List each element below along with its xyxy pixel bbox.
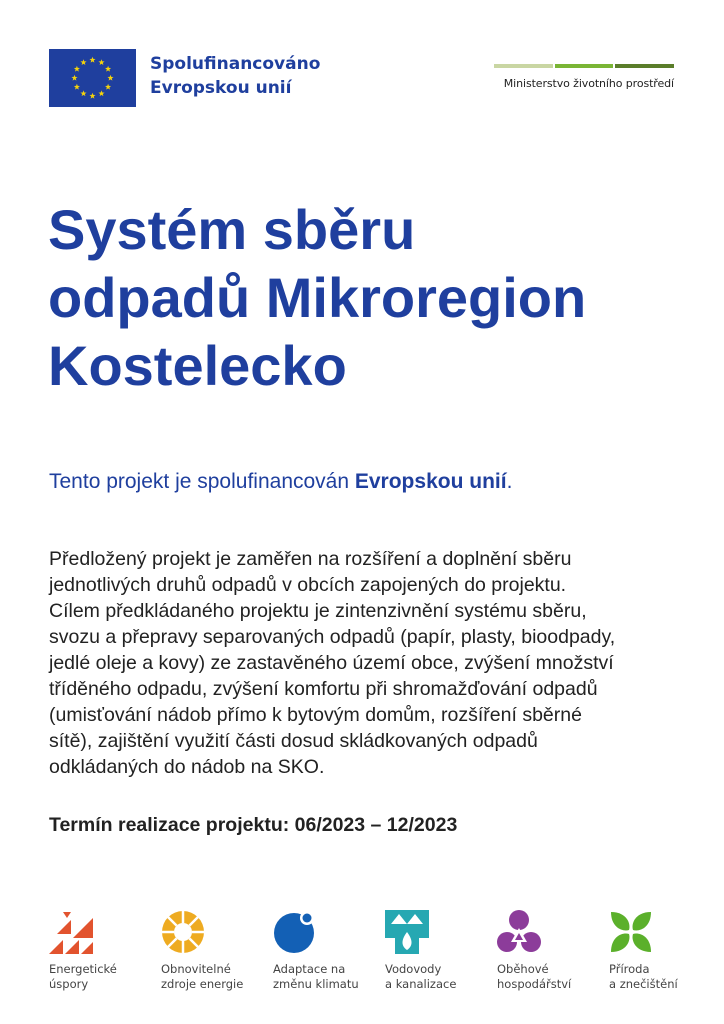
description-line: jedlé oleje a kovy) ze zastavěného území obce, zvýšení množství <box>49 652 614 674</box>
eu-star-icon <box>71 75 77 81</box>
icon-label <box>385 962 495 992</box>
energy-savings-icon <box>49 910 93 954</box>
eu-star-icon <box>105 66 111 72</box>
program-item-circular-economy <box>497 910 607 992</box>
eu-star-icon <box>74 66 80 72</box>
icon-label-line: Energetické <box>49 962 117 976</box>
icon-label <box>49 962 159 992</box>
program-item-nature-pollution <box>609 910 719 992</box>
description-line: (umisťování nádob přímo k bytovým domům, rozšíření sběrné <box>49 704 582 726</box>
icon-label <box>161 962 271 992</box>
icon-label-line: Adaptace na <box>273 962 346 976</box>
description-line: Předložený projekt je zaměřen na rozšíření a doplnění sběru <box>49 548 572 570</box>
program-item-renewable-energy <box>161 910 271 992</box>
cofinancing-statement <box>49 470 512 494</box>
ministry-name: Ministerstvo životního prostředí <box>503 77 674 90</box>
icon-label-line: a kanalizace <box>385 977 457 991</box>
ministry-color-bars <box>494 64 674 69</box>
cofinancing-eu: Evropskou unií <box>354 470 507 493</box>
title-line: Kostelecko <box>48 334 347 397</box>
icon-label-line: Příroda <box>609 962 650 976</box>
description-line: odkládaných do nádob na SKO. <box>49 756 325 778</box>
project-term: Termín realizace projektu: 06/2023 – 12/2023 <box>49 814 458 836</box>
program-item-climate-adaptation <box>273 910 383 992</box>
eu-star-icon <box>107 75 113 81</box>
icon-label <box>273 962 383 992</box>
description-line: tříděného odpadu, zvýšení komfortu při shromažďování odpadů <box>49 678 598 700</box>
icon-label-line: Oběhové <box>497 962 549 976</box>
eu-flag-icon <box>49 49 136 107</box>
eu-star-icon <box>80 59 86 65</box>
program-item-water-sewage <box>385 910 495 992</box>
project-description <box>49 546 689 780</box>
icon-label-line: Obnovitelné <box>161 962 231 976</box>
eu-star-icon <box>98 90 104 96</box>
icon-label-line: zdroje energie <box>161 977 244 991</box>
cofinancing-prefix: Tento projekt je spolufinancován <box>49 470 355 493</box>
eu-logo-line1: Spolufinancováno <box>150 54 321 74</box>
icon-label <box>609 962 719 992</box>
ministry-bar <box>555 64 614 68</box>
eu-star-icon <box>89 93 95 99</box>
circular-economy-icon <box>497 910 541 954</box>
description-line: jednotlivých druhů odpadů v obcích zapojených do projektu. <box>49 574 567 596</box>
description-line: Cílem předkládaného projektu je zintenzivnění systému sběru, <box>49 600 587 622</box>
eu-star-icon <box>74 84 80 90</box>
eu-star-icon <box>80 90 86 96</box>
program-item-energy-savings <box>49 910 159 992</box>
eu-cofinanced-logo-text <box>150 52 320 100</box>
title-line: Systém sběru <box>48 198 416 261</box>
icon-label-line: hospodářství <box>497 977 572 991</box>
icon-label-line: úspory <box>49 977 89 991</box>
eu-star-icon <box>105 84 111 90</box>
climate-adaptation-icon <box>273 910 317 954</box>
eu-logo-line2: Evropskou unií <box>150 78 292 98</box>
title-line: odpadů Mikroregion <box>48 266 587 329</box>
ministry-logo <box>494 64 674 90</box>
icon-label-line: změnu klimatu <box>273 977 359 991</box>
icon-label-line: a znečištění <box>609 977 678 991</box>
eu-star-icon <box>89 57 95 63</box>
eu-star-icon <box>98 59 104 65</box>
ministry-bar <box>494 64 553 68</box>
icon-label <box>497 962 607 992</box>
cofinancing-suffix: . <box>506 470 513 493</box>
page-title <box>48 196 688 400</box>
renewable-energy-icon <box>161 910 205 954</box>
nature-pollution-icon <box>609 910 653 954</box>
description-line: svozu a přepravy separovaných odpadů (papír, plasty, bioodpady, <box>49 626 616 648</box>
description-line: sítě), zajištění využití části dosud skládkovaných odpadů <box>49 730 538 752</box>
ministry-bar <box>615 64 674 68</box>
water-sewage-icon <box>385 910 429 954</box>
icon-label-line: Vodovody <box>385 962 442 976</box>
